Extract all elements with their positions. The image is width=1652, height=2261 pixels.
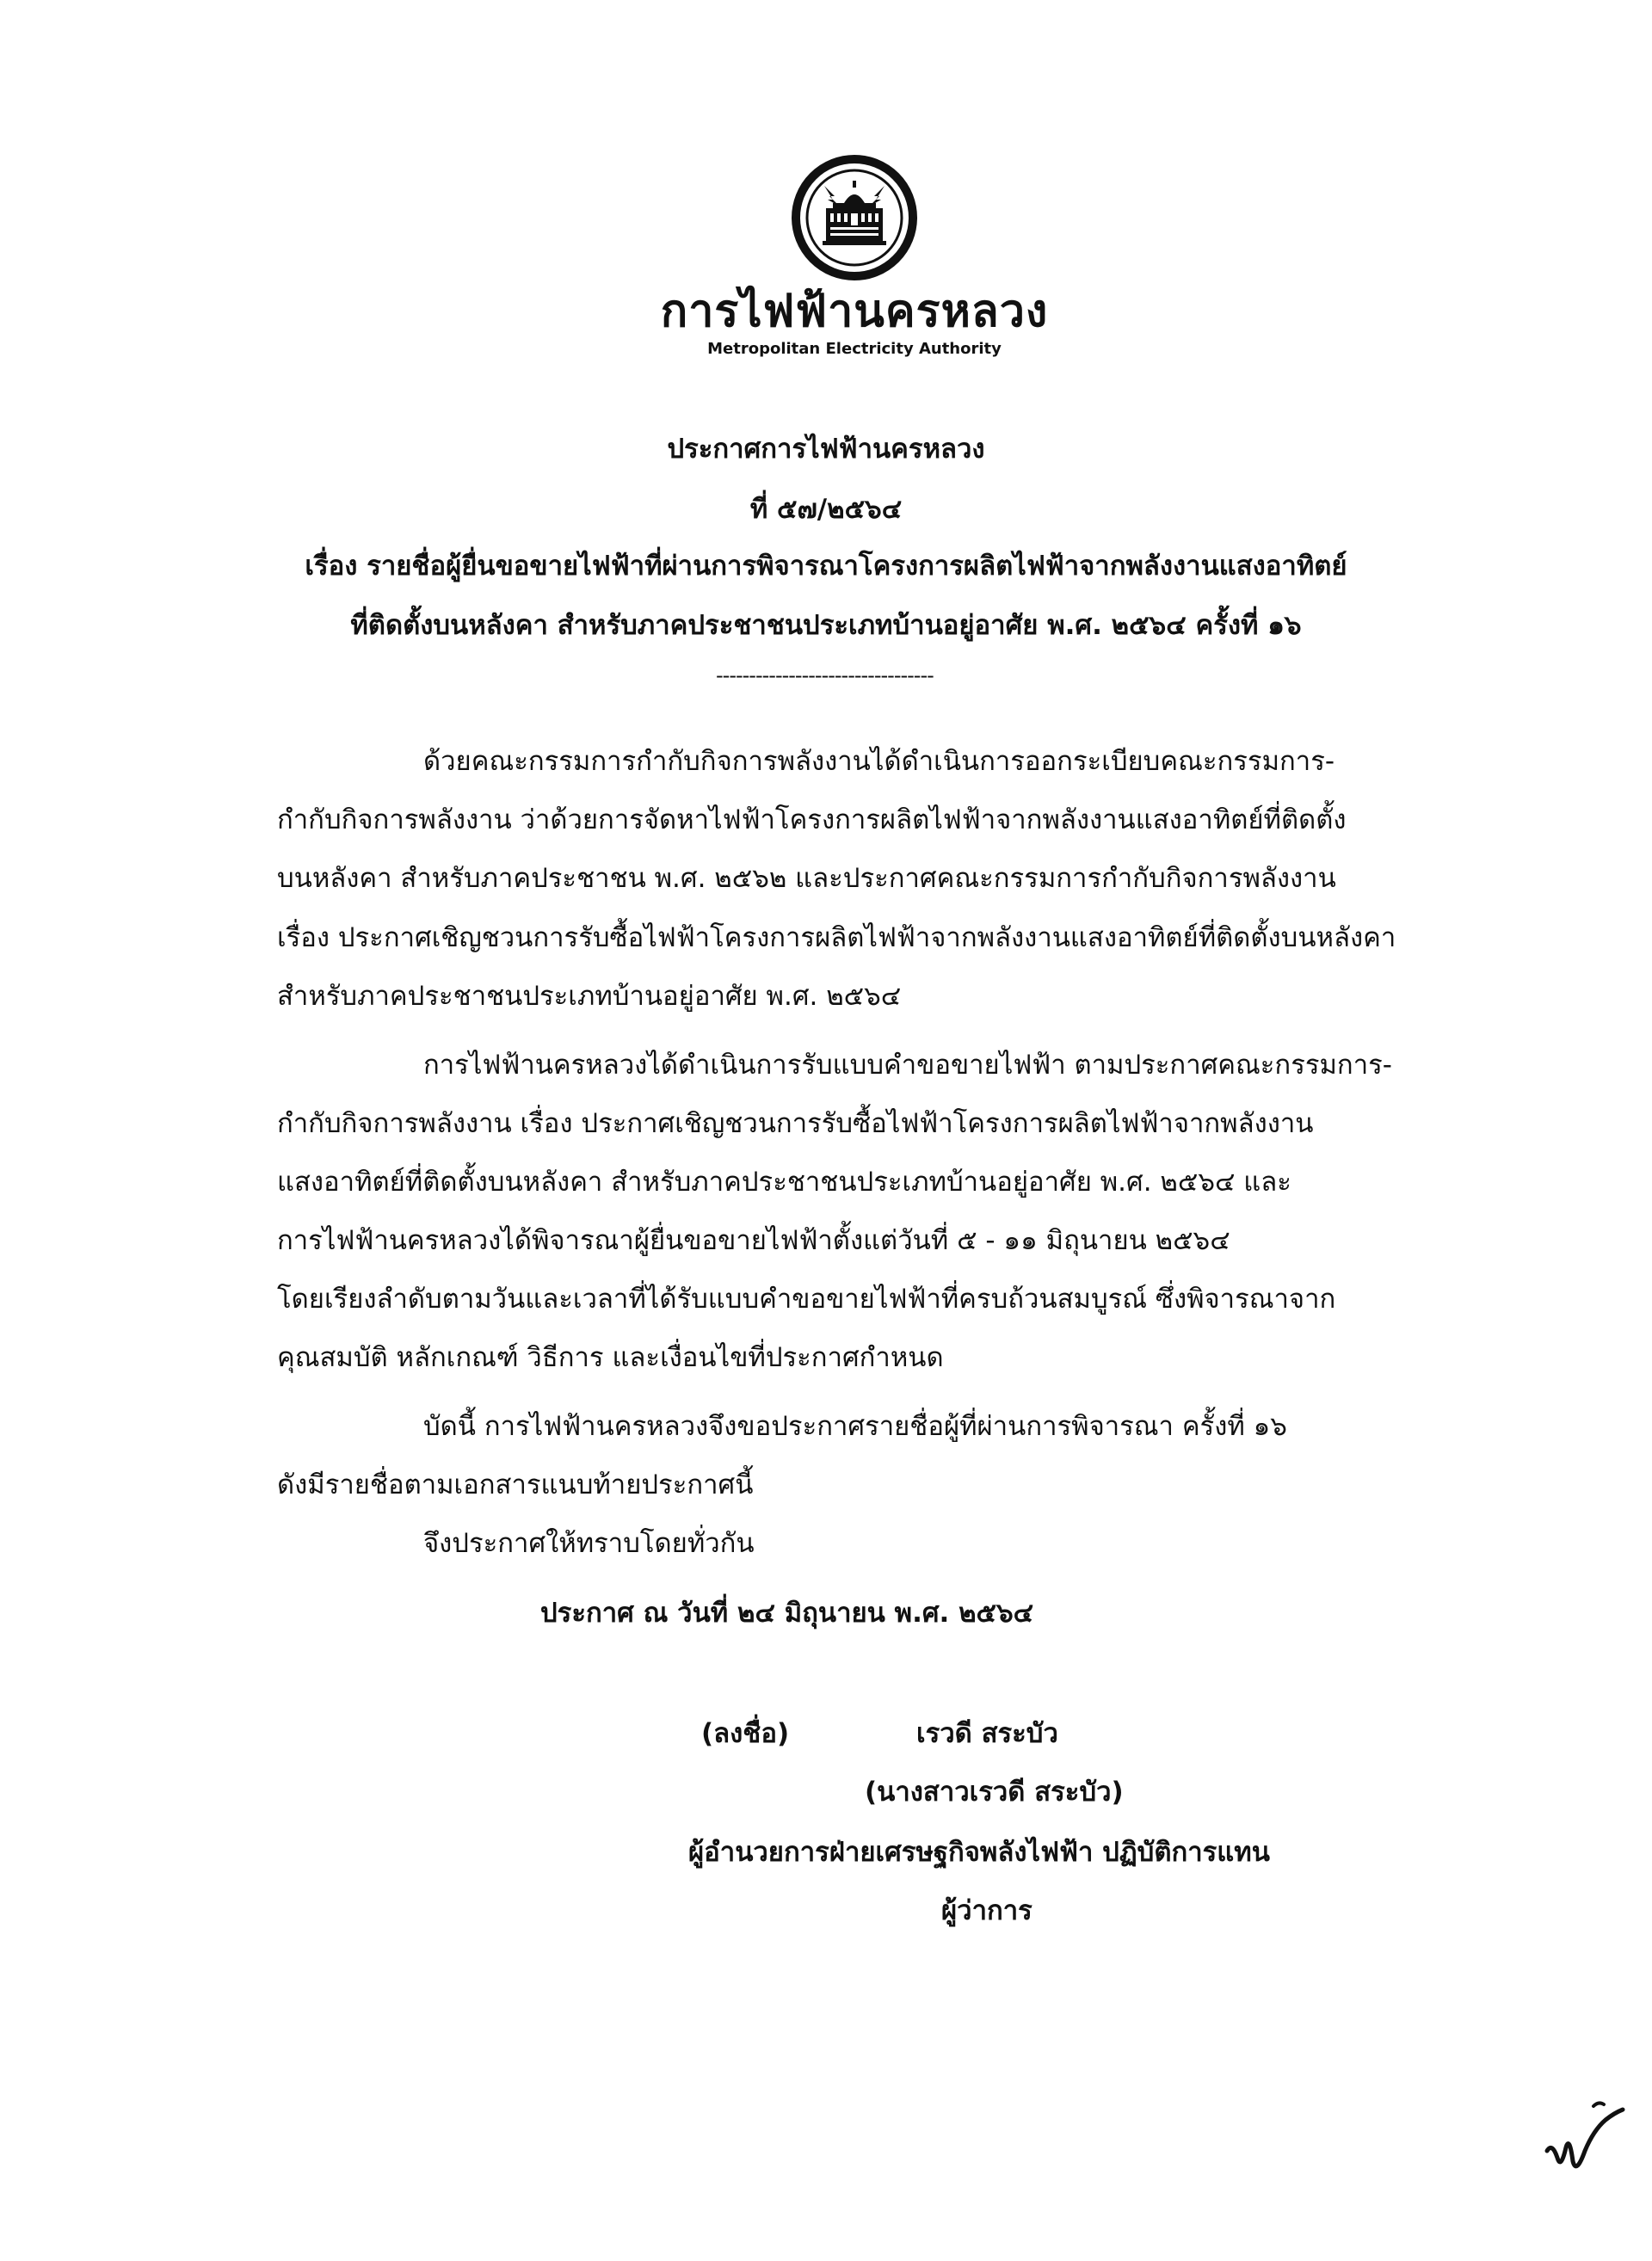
body-line: แสงอาทิตย์ที่ติดตั้งบนหลังคา สำหรับภาคประชาชนประเภทบ้านอยู่อาศัย พ.ศ. ๒๕๖๔ และ xyxy=(277,1167,1291,1198)
handwritten-initial-icon xyxy=(1540,2098,1635,2184)
body-line: ด้วยคณะกรรมการกำกับกิจการพลังงานได้ดำเนินการออกระเบียบคณะกรรมการ- xyxy=(423,746,1335,777)
body-line: การไฟฟ้านครหลวงได้ดำเนินการรับแบบคำขอขายไฟฟ้า ตามประกาศคณะกรรมการ- xyxy=(423,1050,1392,1081)
signatory-full-name: (นางสาวเรวดี สระบัว) xyxy=(865,1777,1124,1808)
body-line: กำกับกิจการพลังงาน ว่าด้วยการจัดหาไฟฟ้าโครงการผลิตไฟฟ้าจากพลังงานแสงอาทิตย์ที่ติดตั้ง xyxy=(277,804,1347,835)
body-line: เรื่อง ประกาศเชิญชวนการรับซื้อไฟฟ้าโครงการผลิตไฟฟ้าจากพลังงานแสงอาทิตย์ที่ติดตั้งบนหลังคา xyxy=(277,922,1396,953)
body-line: ดังมีรายชื่อตามเอกสารแนบท้ายประกาศนี้ xyxy=(277,1469,754,1500)
signatory-position: ผู้อำนวยการฝ่ายเศรษฐกิจพลังไฟฟ้า ปฏิบัติการแทน xyxy=(688,1837,1270,1868)
org-name-english: Metropolitan Electricity Authority xyxy=(707,340,1002,358)
body-line: บัดนี้ การไฟฟ้านครหลวงจึงขอประกาศรายชื่อผู้ที่ผ่านการพิจารณา ครั้งที่ ๑๖ xyxy=(423,1411,1287,1442)
announcement-title: ประกาศการไฟฟ้านครหลวง xyxy=(667,434,985,465)
body-line: การไฟฟ้านครหลวงได้พิจารณาผู้ยื่นขอขายไฟฟ้าตั้งแต่วันที่ ๕ - ๑๑ มิถุนายน ๒๕๖๔ xyxy=(277,1225,1230,1256)
body-line: โดยเรียงลำดับตามวันและเวลาที่ได้รับแบบคำขอขายไฟฟ้าที่ครบถ้วนสมบูรณ์ ซึ่งพิจารณาจาก xyxy=(277,1284,1336,1315)
announcement-number: ที่ ๕๗/๒๕๖๔ xyxy=(749,494,903,525)
body-line: บนหลังคา สำหรับภาคประชาชน พ.ศ. ๒๕๖๒ และประกาศคณะกรรมการกำกับกิจการพลังงาน xyxy=(277,863,1336,894)
heading-divider: --------------------------------- xyxy=(716,663,934,687)
body-line: คุณสมบัติ หลักเกณฑ์ วิธีการ และเงื่อนไขที่ประกาศกำหนด xyxy=(277,1342,944,1373)
announcement-date: ประกาศ ณ วันที่ ๒๔ มิถุนายน พ.ศ. ๒๕๖๔ xyxy=(540,1598,1034,1629)
body-line: สำหรับภาคประชาชนประเภทบ้านอยู่อาศัย พ.ศ. ๒๕๖๔ xyxy=(277,981,902,1012)
org-name-thai: การไฟฟ้านครหลวง xyxy=(660,286,1049,337)
signature-label: (ลงชื่อ) xyxy=(701,1718,790,1749)
body-line: กำกับกิจการพลังงาน เรื่อง ประกาศเชิญชวนการรับซื้อไฟฟ้าโครงการผลิตไฟฟ้าจากพลังงาน xyxy=(277,1108,1314,1139)
signatory-position-line-2: ผู้ว่าการ xyxy=(941,1895,1032,1926)
mea-logo-icon xyxy=(790,153,919,282)
signature-name: เรวดี สระบัว xyxy=(916,1718,1058,1749)
announcement-subject-line-1: เรื่อง รายชื่อผู้ยื่นขอขายไฟฟ้าที่ผ่านการพิจารณาโครงการผลิตไฟฟ้าจากพลังงานแสงอาทิตย์ xyxy=(305,551,1347,582)
body-line: จึงประกาศให้ทราบโดยทั่วกัน xyxy=(423,1528,755,1559)
announcement-subject-line-2: ที่ติดตั้งบนหลังคา สำหรับภาคประชาชนประเภทบ้านอยู่อาศัย พ.ศ. ๒๕๖๔ ครั้งที่ ๑๖ xyxy=(350,610,1302,641)
